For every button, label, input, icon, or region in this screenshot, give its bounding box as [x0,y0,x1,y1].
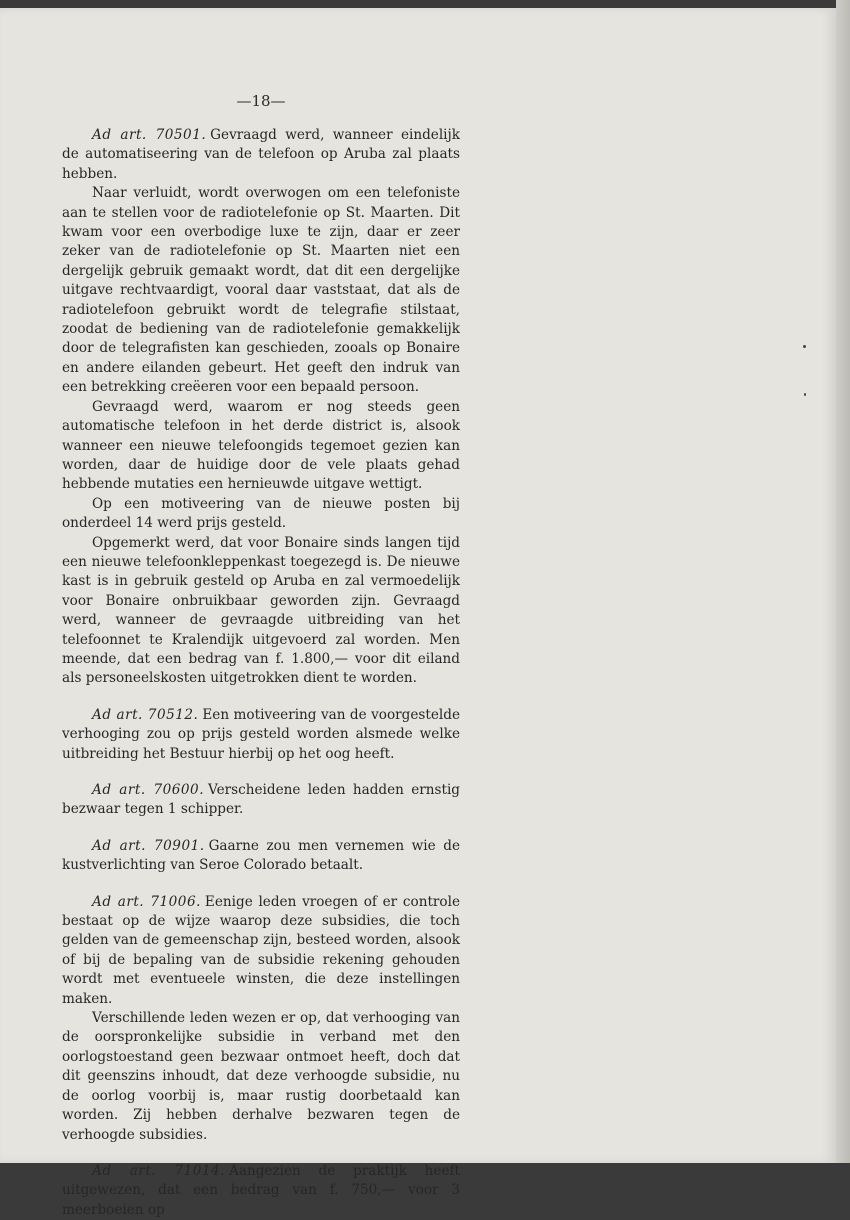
paragraph [62,495,460,534]
paper-speck [804,393,806,396]
paragraph-text: Verschillende leden wezen er op, dat verhooging van de oorspronkelijke subsidie in verband met den oorlogstoestand geen bezwaar ontmoet heeft, doch dat dit geenszins inhoudt, dat deze verhoogde subsidie, nu de oorlog voorbij is, maar rustig doorbetaald kan worden. Zij hebben derhalve bezwaren tegen de verhoogde subsidies. [62,1010,460,1143]
paper-speck [803,345,806,348]
paragraph [62,126,460,184]
paragraph [62,398,460,495]
paragraph-text: Eenige leden vroegen of er controle bestaat op de wijze waarop deze subsidies, die toch gelden van de gemeenschap zijn, besteed worden, alsook of bij de bepaling van de subsidie rekening gehouden wordt met eventueele winsten, die deze instellingen maken. [62,893,460,1007]
paragraph [62,781,460,820]
paragraph-text: Opgemerkt werd, dat voor Bonaire sinds langen tijd een nieuwe telefoonkleppenkast toegezegd is. De nieuwe kast is in gebruik gesteld op Aruba en zal vermoedelijk voor Bonaire onbruikbaar geworden zijn. Gevraagd werd, wanneer de gevraagde uitbreiding van het telefoonnet te Kralendijk uitgevoerd zal worden. Men meende, dat een bedrag van f. 1.800,— voor dit eiland als personeelskosten uitgetrokken dient te worden. [62,534,460,687]
paragraph [62,534,460,689]
paragraph [62,1009,460,1145]
paragraph-text: Verscheidene leden hadden ernstig bezwaar tegen 1 schipper. [62,782,460,818]
article-reference: Ad art. 70512. [92,706,199,723]
page-number: —18— [236,92,286,110]
scan-border-right [836,0,850,1171]
body-text [62,126,460,1220]
paragraph-text: Aangezien de praktijk heeft uitgewezen, dat een bedrag van f. 750,— voor 3 meerboeien op [62,1162,460,1218]
article-reference: Ad art. 70901. [92,837,205,854]
paragraph [62,184,460,397]
paragraph-text: Naar verluidt, wordt overwogen om een telefoniste aan te stellen voor de radiotelefonie op St. Maarten. Dit kwam voor een overbodige luxe te zijn, daar er zeer zeker van de radiotelefonie op St. Maarten niet een dergelijk gebruik gemaakt wordt, dat dit een dergelijke uitgave rechtvaardigt, vooral daar vaststaat, dat als de radiotelefoon gebruikt wordt de telegrafie stilstaat, zoodat de bediening van de radiotelefonie gemakkelijk door de telegrafisten kan geschieden, zooals op Bonaire en andere eilanden gebeurt. Het geeft den indruk van een betrekking creëeren voor een bepaald persoon. [62,185,460,396]
paragraph [62,837,460,876]
paragraph-text: Gevraagd werd, waarom er nog steeds geen automatische telefoon in het derde district is, alsook wanneer een nieuwe telefoongids tegemoet gezien kan worden, daar de huidige door de vele plaats gehad hebbende mutaties een hernieuwde uitgave wettigt. [62,398,460,493]
paragraph-text: Op een motiveering van de nieuwe posten bij onderdeel 14 werd prijs gesteld. [62,495,460,532]
article-reference: Ad art. 70501. [92,127,207,143]
article-reference: Ad art. 71006. [92,893,201,910]
scan-border-top [0,0,850,8]
paragraph-text: Gevraagd werd, wanneer eindelijk de automatiseering van de telefoon op Aruba zal plaats hebben. [62,127,460,182]
article-reference: Ad art. 70600. [92,782,205,798]
paragraph-text: Een motiveering van de voorgestelde verhooging zou op prijs gesteld worden alsmede welke uitbreiding het Bestuur hierbij op het oog heeft. [62,706,460,762]
paragraph-text: Gaarne zou men vernemen wie de kustverlichting van Seroe Colorado betaalt. [62,837,460,874]
article-reference: Ad art. 71014. [92,1162,226,1179]
paragraph [62,706,460,764]
paragraph [62,893,460,1009]
